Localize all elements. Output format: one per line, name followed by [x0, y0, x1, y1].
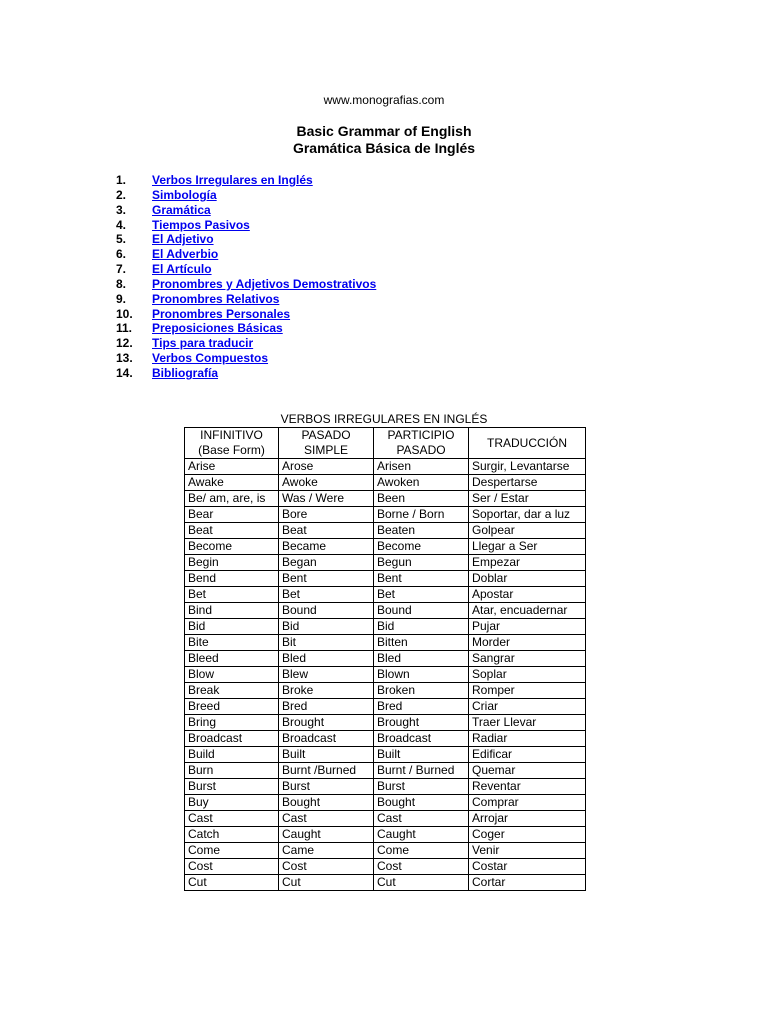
infinitive-cell: Blow	[185, 667, 279, 683]
toc-item-number: 5.	[116, 232, 127, 247]
translation-cell: Surgir, Levantarse	[469, 459, 586, 475]
table-row	[185, 571, 586, 587]
past-participle-cell: Come	[374, 843, 469, 859]
translation-cell: Soportar, dar a luz	[469, 507, 586, 523]
simple-past-cell: Cut	[279, 875, 374, 891]
toc-link[interactable]: Pronombres Personales	[152, 306, 291, 321]
toc-item	[116, 247, 376, 262]
translation-cell: Despertarse	[469, 475, 586, 491]
table-row	[185, 795, 586, 811]
header-past-participle-line2: PASADO	[396, 443, 446, 457]
toc-link[interactable]: Tips para traducir	[152, 336, 254, 351]
table-row	[185, 459, 586, 475]
simple-past-cell: Built	[279, 747, 374, 763]
table-row	[185, 779, 586, 795]
past-participle-cell: Bitten	[374, 635, 469, 651]
title-english: Basic Grammar of English	[296, 123, 472, 139]
toc-item-number: 11.	[116, 321, 133, 336]
translation-cell: Comprar	[469, 795, 586, 811]
infinitive-cell: Bleed	[185, 651, 279, 667]
infinitive-cell: Bet	[185, 587, 279, 603]
toc-link[interactable]: Simbología	[152, 187, 217, 202]
table-row	[185, 635, 586, 651]
table-row	[185, 827, 586, 843]
past-participle-cell: Brought	[374, 715, 469, 731]
infinitive-cell: Bind	[185, 603, 279, 619]
toc-item-number: 13.	[116, 351, 133, 366]
past-participle-cell: Become	[374, 539, 469, 555]
document-title	[0, 123, 768, 157]
table-row	[185, 587, 586, 603]
table-row	[185, 811, 586, 827]
simple-past-cell: Bid	[279, 619, 374, 635]
past-participle-cell: Cost	[374, 859, 469, 875]
table-row	[185, 523, 586, 539]
toc-item	[116, 262, 376, 277]
past-participle-cell: Bid	[374, 619, 469, 635]
table-row	[185, 747, 586, 763]
past-participle-cell: Blown	[374, 667, 469, 683]
past-participle-cell: Bound	[374, 603, 469, 619]
simple-past-cell: Awoke	[279, 475, 374, 491]
toc-item	[116, 351, 376, 366]
toc-link[interactable]: Pronombres y Adjetivos Demostrativos	[152, 276, 377, 291]
infinitive-cell: Begin	[185, 555, 279, 571]
past-participle-cell: Broadcast	[374, 731, 469, 747]
simple-past-cell: Was / Were	[279, 491, 374, 507]
toc-item-number: 10.	[116, 306, 133, 321]
past-participle-cell: Broken	[374, 683, 469, 699]
table-row	[185, 859, 586, 875]
table-row	[185, 619, 586, 635]
header-infinitive	[185, 428, 279, 459]
toc-item	[116, 366, 376, 381]
toc-item-number: 2.	[116, 187, 127, 202]
infinitive-cell: Bite	[185, 635, 279, 651]
infinitive-cell: Break	[185, 683, 279, 699]
toc-link[interactable]: Bibliografía	[152, 365, 219, 380]
simple-past-cell: Arose	[279, 459, 374, 475]
simple-past-cell: Caught	[279, 827, 374, 843]
toc-item	[116, 232, 376, 247]
translation-cell: Arrojar	[469, 811, 586, 827]
header-past-participle	[374, 428, 469, 459]
translation-cell: Traer Llevar	[469, 715, 586, 731]
toc-item	[116, 173, 376, 188]
infinitive-cell: Burn	[185, 763, 279, 779]
table-header-row	[185, 428, 586, 459]
translation-cell: Ser / Estar	[469, 491, 586, 507]
translation-cell: Quemar	[469, 763, 586, 779]
toc-item-number: 7.	[116, 262, 127, 277]
translation-cell: Atar, encuadernar	[469, 603, 586, 619]
simple-past-cell: Began	[279, 555, 374, 571]
table-row	[185, 875, 586, 891]
header-past-participle-line1: PARTICIPIO	[387, 428, 455, 442]
translation-cell: Soplar	[469, 667, 586, 683]
toc-link[interactable]: Verbos Irregulares en Inglés	[152, 173, 313, 187]
table-of-contents	[116, 173, 376, 381]
infinitive-cell: Beat	[185, 523, 279, 539]
header-simple-past	[279, 428, 374, 459]
header-translation	[469, 428, 586, 459]
table-row	[185, 475, 586, 491]
toc-item-number: 9.	[116, 291, 127, 306]
translation-cell: Edificar	[469, 747, 586, 763]
toc-link[interactable]: El Adjetivo	[152, 232, 214, 247]
past-participle-cell: Begun	[374, 555, 469, 571]
toc-item-number: 12.	[116, 336, 133, 351]
simple-past-cell: Bound	[279, 603, 374, 619]
toc-item	[116, 188, 376, 203]
simple-past-cell: Came	[279, 843, 374, 859]
table-row	[185, 843, 586, 859]
past-participle-cell: Bled	[374, 651, 469, 667]
past-participle-cell: Bet	[374, 587, 469, 603]
infinitive-cell: Bid	[185, 619, 279, 635]
translation-cell: Apostar	[469, 587, 586, 603]
toc-link[interactable]: Pronombres Relativos	[152, 291, 280, 306]
toc-item-number: 4.	[116, 217, 127, 232]
past-participle-cell: Cut	[374, 875, 469, 891]
title-spanish: Gramática Básica de Inglés	[292, 140, 476, 156]
infinitive-cell: Catch	[185, 827, 279, 843]
past-participle-cell: Bought	[374, 795, 469, 811]
simple-past-cell: Bit	[279, 635, 374, 651]
table-row	[185, 555, 586, 571]
past-participle-cell: Bent	[374, 571, 469, 587]
toc-item	[116, 218, 376, 233]
header-translation-line1: TRADUCCIÓN	[487, 435, 567, 450]
toc-link[interactable]: El Artículo	[152, 262, 212, 277]
infinitive-cell: Breed	[185, 699, 279, 715]
translation-cell: Cortar	[469, 875, 586, 891]
past-participle-cell: Built	[374, 747, 469, 763]
toc-link[interactable]: Tiempos Pasivos	[152, 217, 250, 232]
table-caption: VERBOS IRREGULARES EN INGLÉS	[280, 412, 488, 426]
table-row	[185, 651, 586, 667]
past-participle-cell: Caught	[374, 827, 469, 843]
table-row	[185, 667, 586, 683]
translation-cell: Pujar	[469, 619, 586, 635]
translation-cell: Romper	[469, 683, 586, 699]
simple-past-cell: Bet	[279, 587, 374, 603]
table-row	[185, 507, 586, 523]
translation-cell: Radiar	[469, 731, 586, 747]
simple-past-cell: Burnt /Burned	[279, 763, 374, 779]
infinitive-cell: Arise	[185, 459, 279, 475]
past-participle-cell: Cast	[374, 811, 469, 827]
toc-link[interactable]: El Adverbio	[152, 247, 219, 262]
toc-item	[116, 307, 376, 322]
table-body	[185, 459, 586, 891]
toc-item-number: 6.	[116, 247, 127, 262]
simple-past-cell: Broadcast	[279, 731, 374, 747]
toc-item-number: 14.	[116, 365, 133, 380]
header-infinitive-line1: INFINITIVO	[200, 428, 263, 442]
simple-past-cell: Cost	[279, 859, 374, 875]
translation-cell: Costar	[469, 859, 586, 875]
table-row	[185, 491, 586, 507]
toc-item-number: 8.	[116, 276, 127, 291]
translation-cell: Sangrar	[469, 651, 586, 667]
toc-item-number: 3.	[116, 202, 127, 217]
simple-past-cell: Blew	[279, 667, 374, 683]
toc-link[interactable]: Verbos Compuestos	[152, 351, 269, 366]
header-infinitive-line2: (Base Form)	[198, 443, 265, 457]
infinitive-cell: Build	[185, 747, 279, 763]
simple-past-cell: Burst	[279, 779, 374, 795]
infinitive-cell: Be/ am, are, is	[185, 491, 279, 507]
header-simple-past-line2: SIMPLE	[303, 443, 348, 457]
toc-item	[116, 277, 376, 292]
past-participle-cell: Been	[374, 491, 469, 507]
past-participle-cell: Bred	[374, 699, 469, 715]
translation-cell: Golpear	[469, 523, 586, 539]
past-participle-cell: Burst	[374, 779, 469, 795]
simple-past-cell: Brought	[279, 715, 374, 731]
translation-cell: Venir	[469, 843, 586, 859]
translation-cell: Reventar	[469, 779, 586, 795]
table-row	[185, 699, 586, 715]
simple-past-cell: Became	[279, 539, 374, 555]
infinitive-cell: Cost	[185, 859, 279, 875]
simple-past-cell: Bent	[279, 571, 374, 587]
translation-cell: Empezar	[469, 555, 586, 571]
table-row	[185, 683, 586, 699]
table-row	[185, 731, 586, 747]
simple-past-cell: Beat	[279, 523, 374, 539]
table-row	[185, 539, 586, 555]
toc-link[interactable]: Gramática	[152, 202, 211, 217]
toc-item	[116, 203, 376, 218]
toc-item	[116, 292, 376, 307]
table-row	[185, 603, 586, 619]
past-participle-cell: Beaten	[374, 523, 469, 539]
simple-past-cell: Bore	[279, 507, 374, 523]
infinitive-cell: Come	[185, 843, 279, 859]
header-simple-past-line1: PASADO	[301, 428, 351, 442]
simple-past-cell: Cast	[279, 811, 374, 827]
infinitive-cell: Bend	[185, 571, 279, 587]
past-participle-cell: Arisen	[374, 459, 469, 475]
infinitive-cell: Bear	[185, 507, 279, 523]
translation-cell: Doblar	[469, 571, 586, 587]
translation-cell: Llegar a Ser	[469, 539, 586, 555]
translation-cell: Coger	[469, 827, 586, 843]
translation-cell: Criar	[469, 699, 586, 715]
simple-past-cell: Bled	[279, 651, 374, 667]
infinitive-cell: Bring	[185, 715, 279, 731]
infinitive-cell: Cut	[185, 875, 279, 891]
infinitive-cell: Buy	[185, 795, 279, 811]
translation-cell: Morder	[469, 635, 586, 651]
toc-link[interactable]: Preposiciones Básicas	[152, 321, 283, 336]
infinitive-cell: Awake	[185, 475, 279, 491]
past-participle-cell: Borne / Born	[374, 507, 469, 523]
website-url: www.monografias.com	[323, 93, 445, 107]
infinitive-cell: Cast	[185, 811, 279, 827]
infinitive-cell: Burst	[185, 779, 279, 795]
simple-past-cell: Broke	[279, 683, 374, 699]
irregular-verbs-table	[184, 427, 586, 891]
infinitive-cell: Become	[185, 539, 279, 555]
toc-item-number: 1.	[116, 173, 127, 187]
simple-past-cell: Bought	[279, 795, 374, 811]
past-participle-cell: Burnt / Burned	[374, 763, 469, 779]
table-row	[185, 715, 586, 731]
table-row	[185, 763, 586, 779]
infinitive-cell: Broadcast	[185, 731, 279, 747]
simple-past-cell: Bred	[279, 699, 374, 715]
toc-item	[116, 336, 376, 351]
past-participle-cell: Awoken	[374, 475, 469, 491]
toc-item	[116, 321, 376, 336]
